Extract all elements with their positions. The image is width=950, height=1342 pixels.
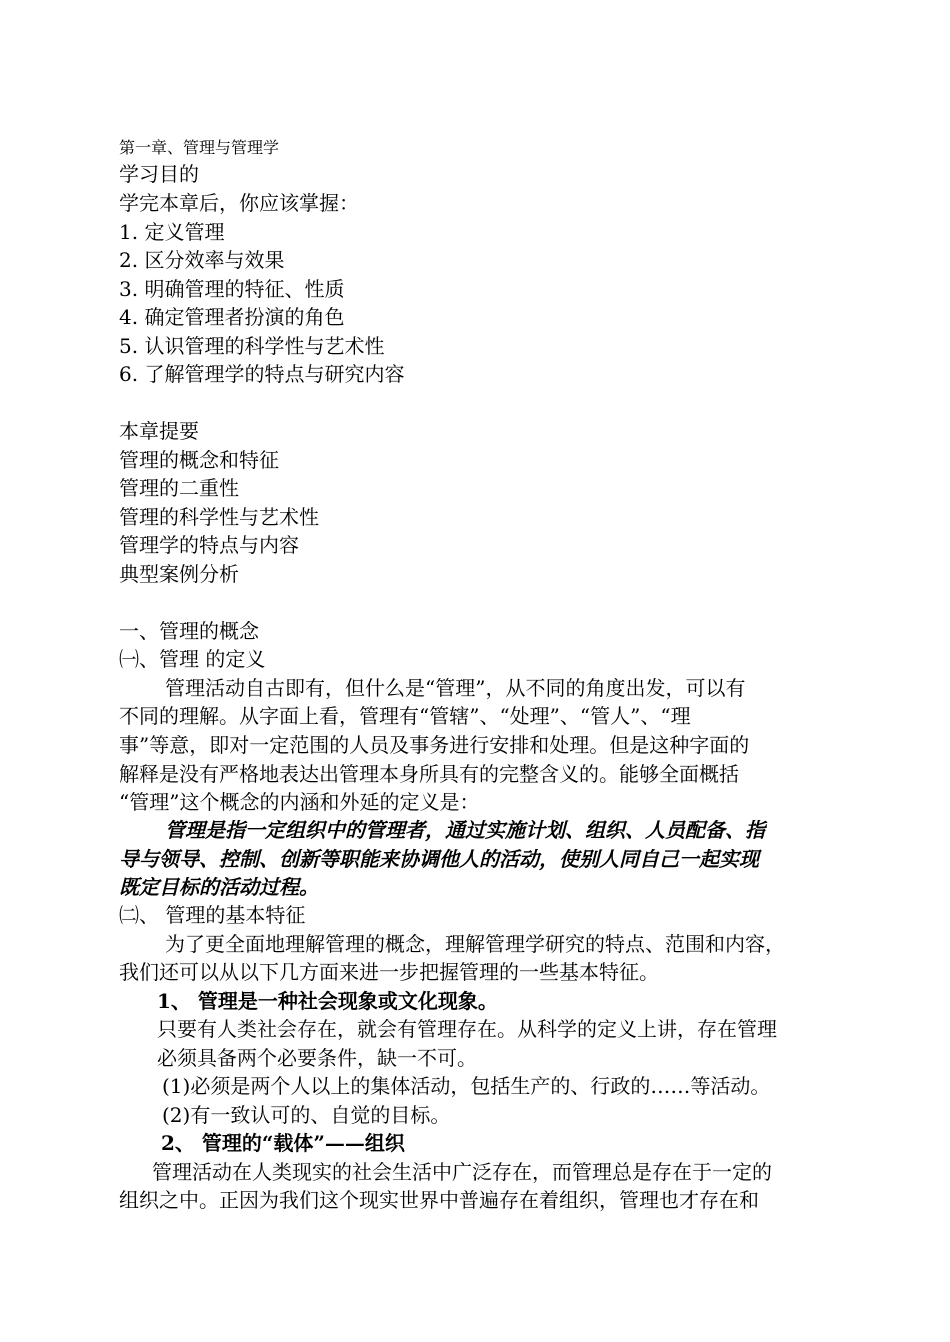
summary-heading: 本章提要 [119, 419, 199, 443]
paragraph-line: 管理活动在人类现实的社会生活中广泛存在，而管理总是存在于一定的 [152, 1160, 772, 1184]
objective-item: 2. 区分效率与效果 [119, 248, 285, 272]
paragraph-line: 必须具备两个必要条件，缺一不可。 [157, 1046, 477, 1070]
paragraph-line: 为了更全面地理解管理的概念，理解管理学研究的特点、范围和内容， [165, 932, 785, 956]
definition-line: 既定目标的活动过程。 [119, 875, 319, 899]
paragraph-line: 不同的理解。从字面上看，管理有“管辖”、“处理”、“管人”、“理 [119, 704, 691, 728]
objective-item: 4. 确定管理者扮演的角色 [119, 305, 345, 329]
feature-heading: 2、 管理的“载体”——组织 [161, 1131, 405, 1155]
summary-item: 管理学的特点与内容 [119, 533, 299, 557]
paragraph-line: 只要有人类社会存在，就会有管理存在。从科学的定义上讲，存在管理 [157, 1017, 777, 1041]
paragraph-line: 组织之中。正因为我们这个现实世界中普遍存在着组织，管理也才存在和 [119, 1188, 759, 1212]
summary-item: 管理的科学性与艺术性 [119, 505, 319, 529]
objectives-intro: 学完本章后，你应该掌握： [119, 191, 359, 215]
summary-item: 典型案例分析 [119, 562, 239, 586]
paragraph-line: 事”等意，即对一定范围的人员及事务进行安排和处理。但是这种字面的 [119, 733, 750, 757]
objective-item: 3. 明确管理的特征、性质 [119, 277, 345, 301]
summary-item: 管理的二重性 [119, 476, 239, 500]
feature-heading: 1、 管理是一种社会现象或文化现象。 [157, 989, 498, 1013]
condition-item: (2)有一致认可的、自觉的目标。 [162, 1103, 451, 1127]
subsection-heading: ㈡、 管理的基本特征 [119, 903, 306, 927]
paragraph-line: 解释是没有严格地表达出管理本身所具有的完整含义的。能够全面概括 [119, 762, 739, 786]
objective-item: 1. 定义管理 [119, 220, 225, 244]
section-heading: 一、管理的概念 [119, 619, 259, 643]
paragraph-line: “管理”这个概念的内涵和外延的定义是： [119, 790, 480, 814]
paragraph-line: 我们还可以从以下几方面来进一步把握管理的一些基本特征。 [119, 960, 659, 984]
definition-line: 导与领导、控制、创新等职能来协调他人的活动，使别人同自己一起实现 [119, 847, 759, 871]
objective-item: 6. 了解管理学的特点与研究内容 [119, 362, 405, 386]
condition-item: (1)必须是两个人以上的集体活动，包括生产的、行政的……等活动。 [162, 1074, 771, 1098]
summary-item: 管理的概念和特征 [119, 448, 279, 472]
chapter-title: 第一章、管理与管理学 [119, 138, 280, 157]
objectives-heading: 学习目的 [119, 162, 199, 186]
definition-line: 管理是指一定组织中的管理者，通过实施计划、组织、人员配备、指 [165, 818, 765, 842]
subsection-heading: ㈠、管理 的定义 [119, 647, 266, 671]
objective-item: 5. 认识管理的科学性与艺术性 [119, 334, 385, 358]
paragraph-line: 管理活动自古即有，但什么是“管理”，从不同的角度出发，可以有 [165, 676, 746, 700]
